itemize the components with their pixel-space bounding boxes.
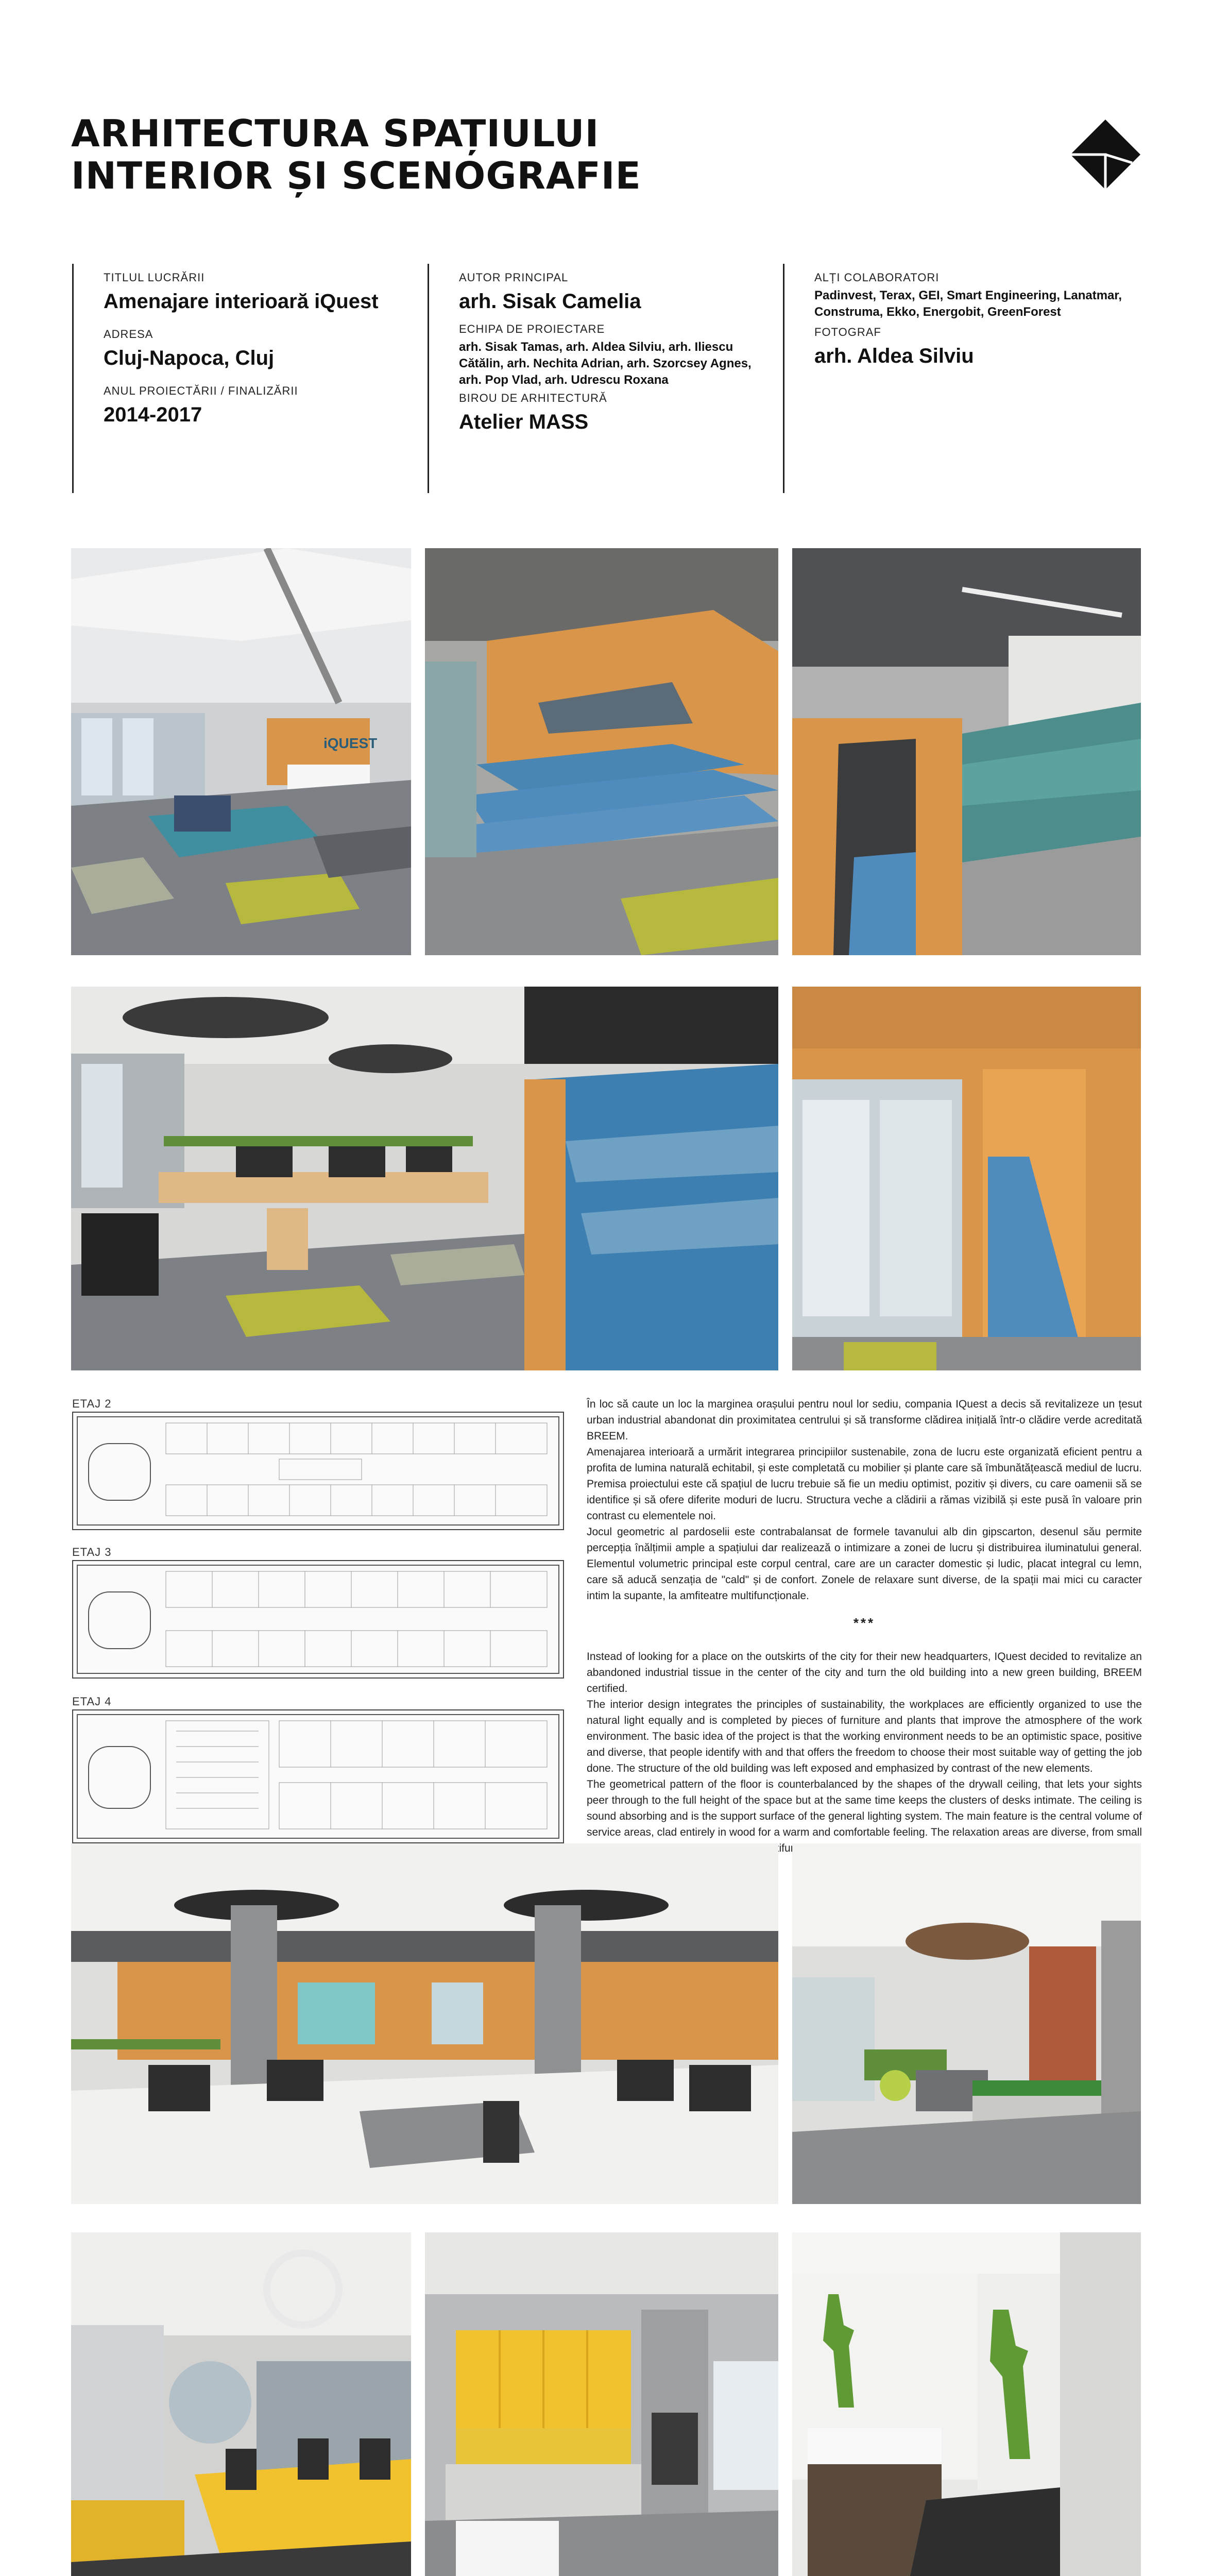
photo-open-office-stairs — [71, 987, 778, 1370]
photo-office-columns — [71, 1843, 778, 2204]
photo-meeting-room — [71, 2232, 411, 2576]
description-separator: *** — [853, 1615, 876, 1631]
title-line-2: INTERIOR ȘI SCENOGRAFIE — [71, 154, 641, 197]
photo-restroom-giraffes — [792, 2232, 1141, 2576]
photo-wooden-stair-volume — [792, 987, 1141, 1370]
photo-mezzanine — [792, 548, 1141, 955]
description-ro-p3: Jocul geometric al pardoselii este contrabalansat de formele tavanului alb din gipscarton, desenul său permite percepția înălțimii ample a spațiului dar realizează o intimizare a zonei de lucru și distribuirea iluminatului general. Elementul volumetric principal este corpul central, care are un caracter domestic și ludic, placat integral cu lemn, care să aducă senzația de "cald" și de confort. Zonele de relaxare sunt diverse, de la spații mai mici cu caracter intim la supante, la amfiteatre multifuncționale. — [587, 1526, 1142, 1602]
main-author: arh. Sisak Camelia — [459, 290, 641, 313]
page-title — [71, 112, 641, 197]
info-column-authors — [428, 264, 783, 493]
label-address: ADRESA — [104, 328, 153, 341]
project-year: 2014-2017 — [104, 403, 202, 426]
architecture-office: Atelier MASS — [459, 411, 589, 433]
diamond-logo-icon — [1070, 120, 1140, 190]
description-ro-p1: În loc să caute un loc la marginea orașului pentru noul lor sediu, compania IQuest a decis să revitalizeze un țesut urban industrial abandonat din proximitatea centrului și să transforme clădirea inițială într-o clădire verde acreditată BREEM. — [587, 1398, 1142, 1442]
label-year: ANUL PROIECTĂRII / FINALIZĂRII — [104, 384, 298, 397]
description-ro-p2: Amenajarea interioară a urmărit integrarea principiilor sustenabile, zona de lucru este organizată eficient pentru a profita de lumina naturală echitabil, și este completată cu mobilier și plante care să îmbunătățească mediul de lucru. Premisa proiectului este că spațiul de lucru trebuie să fie un mediu optimist, pozitiv și divers, cu care oamenii să se identifice și să ofere diferite moduri de lucru. Structura veche a clădirii a rămas vizibilă și este pusă în valoare prin contrast cu elementele noi. — [587, 1446, 1142, 1522]
label-collaborators: ALȚI COLABORATORI — [814, 271, 940, 284]
collaborators: Padinvest, Terax, GEI, Smart Engineering, Lanatmar, Construma, Ekko, Energobit, GreenForest — [814, 289, 1122, 319]
design-team: arh. Sisak Tamas, arh. Aldea Silviu, arh. Iliescu Cătălin, arh. Nechita Adrian, arh. Szorcsey Agnes, arh. Pop Vlad, arh. Udrescu Roxana — [459, 340, 752, 387]
plan-label-etaj2: ETAJ 2 — [72, 1397, 112, 1410]
info-column-project — [72, 264, 428, 493]
info-column-collaborators — [783, 264, 1143, 493]
photo-amphitheater — [425, 548, 778, 955]
photo-kitchenette — [425, 2232, 778, 2576]
label-office: BIROU DE ARHITECTURĂ — [459, 392, 607, 404]
photo-lounge-plants — [792, 1843, 1141, 2204]
floor-plan-etaj4 — [72, 1709, 564, 1843]
iquest-sign-text: iQUEST — [323, 735, 378, 751]
project-description — [587, 1396, 1142, 1856]
label-author: AUTOR PRINCIPAL — [459, 271, 569, 284]
title-line-1: ARHITECTURA SPAȚIULUI — [71, 112, 600, 155]
plan-label-etaj3: ETAJ 3 — [72, 1546, 112, 1558]
label-project-title: TITLUL LUCRĂRII — [104, 271, 205, 284]
project-address: Cluj-Napoca, Cluj — [104, 347, 275, 369]
description-en-p1: Instead of looking for a place on the outskirts of the city for their new headquarters, IQuest decided to revitalize an abandoned industrial tissue in the center of the city and turn the old building into a new green building, BREEM certified. — [587, 1651, 1142, 1694]
floor-plan-etaj3 — [72, 1560, 564, 1679]
label-team: ECHIPA DE PROIECTARE — [459, 323, 605, 335]
project-title: Amenajare interioară iQuest — [104, 290, 379, 313]
photo-reception — [71, 548, 411, 955]
photographer: arh. Aldea Silviu — [814, 345, 974, 367]
plan-label-etaj4: ETAJ 4 — [72, 1695, 112, 1708]
description-en-p2: The interior design integrates the principles of sustainability, the workplaces are efficiently organized to use the natural light equally and is completed by pieces of furniture and plants that improve the atmosphere of the work environment. The basic idea of the project is that the working environment needs to be an optimistic space, positive and diverse, that people identify with and that offers the freedom to choose their most suitable way of getting the job done. The structure of the old building was left exposed and emphasized by contrast of the new elements. — [587, 1699, 1142, 1774]
description-en-p3: The geometrical pattern of the floor is counterbalanced by the shapes of the drywall ceiling, that lets your sights peer through to the full height of the space but at the same time keeps the clusters of desks intimate. The ceiling is sound absorbing and is the support surface of the general lighting system. The main feature is the central volume of service areas, clad entirely in wood for a warm and comfortable feeling. The relaxation areas are diverse, from small — [587, 1778, 1142, 1838]
label-photographer: FOTOGRAF — [814, 326, 881, 338]
floor-plan-etaj2 — [72, 1412, 564, 1530]
